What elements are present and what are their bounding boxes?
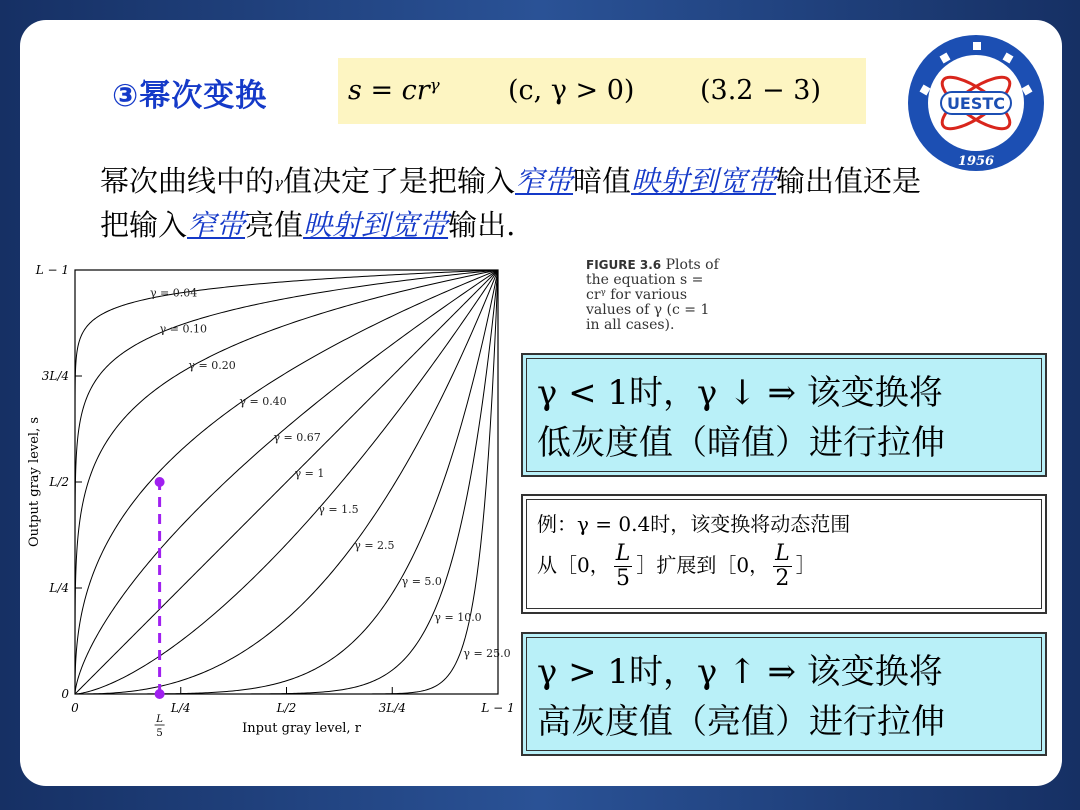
- frac1-denominator: 5: [616, 566, 631, 591]
- extra-tick-denominator: 5: [156, 728, 163, 739]
- note2-from-prefix: 从［0，: [537, 553, 610, 577]
- x-tick-label: L − 1: [481, 701, 515, 715]
- desc-highlight-narrow-2: 窄带: [187, 208, 246, 242]
- gamma-curve-label: γ = 1: [294, 466, 325, 480]
- highlight-point-bottom: [155, 689, 165, 699]
- note2-middle: ］扩展到［0，: [636, 553, 770, 577]
- desc-part2: 值决定了是把输入: [282, 164, 515, 198]
- note3-line2: 高灰度值（亮值）进行拉伸: [537, 702, 945, 742]
- note2-line1: 例：γ = 0.4时，该变换将动态范围: [537, 512, 851, 536]
- gamma-curve: [75, 270, 498, 694]
- highlight-point-top: [155, 477, 165, 487]
- frac1-numerator: L: [615, 541, 631, 566]
- desc-part1: 幂次曲线中的: [100, 164, 275, 198]
- desc-part4: 输出值还是把输入: [100, 164, 922, 242]
- chart-curve-labels: [150, 287, 511, 660]
- formula-number: (3.2 − 3): [700, 75, 821, 106]
- x-tick-label: L/4: [170, 701, 191, 715]
- y-tick-label: L/4: [49, 581, 69, 595]
- note1-line2: 低灰度值（暗值）进行拉伸: [537, 423, 945, 463]
- logo-text: UESTC: [946, 94, 1006, 113]
- x-axis-label: Input gray level, r: [242, 721, 361, 736]
- power-law-chart: [0, 250, 530, 750]
- gamma-curve-label: γ = 0.67: [273, 430, 321, 444]
- y-tick-label: L − 1: [35, 263, 69, 277]
- desc-highlight-wide-1: 映射到宽带: [631, 164, 777, 198]
- note2-suffix: ］: [795, 553, 816, 577]
- y-tick-label: 0: [61, 687, 69, 701]
- gamma-curve-label: γ = 0.20: [188, 358, 236, 372]
- slide-title: ③幂次变换: [112, 78, 268, 114]
- desc-gamma-symbol: γ: [274, 174, 283, 192]
- note1-line1: γ < 1时，γ ↓ ⇒ 该变换将: [537, 373, 943, 413]
- gamma-curve-label: γ = 5.0: [401, 575, 442, 588]
- gamma-curve-label: γ = 0.10: [159, 322, 207, 336]
- logo-year: 1956: [957, 154, 995, 169]
- x-tick-label: 3L/4: [378, 701, 406, 715]
- y-tick-label: L/2: [49, 475, 69, 489]
- desc-part5: 亮值: [245, 208, 304, 242]
- gamma-curve-label: γ = 25.0: [463, 647, 511, 661]
- figure-caption: [586, 258, 726, 355]
- formula-equation: s = crᵞ: [348, 75, 440, 106]
- desc-part3: 暗值: [573, 164, 632, 198]
- x-tick-label: L/2: [276, 701, 297, 715]
- gamma-curve-label: γ = 0.04: [149, 286, 198, 300]
- desc-highlight-narrow-1: 窄带: [515, 164, 574, 198]
- chart-axes: [35, 263, 515, 739]
- note-gamma-less-than-1: [521, 353, 1047, 477]
- y-axis-label: Output gray level, s: [27, 416, 42, 548]
- gamma-curve-label: γ = 10.0: [434, 611, 482, 625]
- note2-line2: [537, 542, 816, 591]
- x-tick-label: 0: [71, 701, 79, 715]
- desc-highlight-wide-2: 映射到宽带: [303, 208, 449, 242]
- chart-curves: [75, 270, 498, 694]
- frac2-denominator: 2: [775, 566, 790, 591]
- formula-box: [338, 58, 866, 124]
- figure-caption-label: FIGURE 3.6: [586, 258, 662, 272]
- frac2-numerator: L: [775, 541, 790, 566]
- note-gamma-greater-than-1: [521, 632, 1047, 756]
- university-logo: [901, 28, 1051, 178]
- desc-part6: 输出.: [448, 208, 516, 242]
- y-tick-label: 3L/4: [41, 369, 69, 383]
- formula-condition: (c, γ > 0): [508, 75, 635, 106]
- gamma-curve-label: γ = 1.5: [318, 502, 359, 516]
- figure-caption-text: Plots of the equation s = crᵞ for various values of γ (c = 1 in all cases).: [586, 258, 719, 333]
- fraction-l-over-5: [614, 542, 633, 591]
- extra-tick-numerator: L: [156, 714, 163, 725]
- gamma-curve-label: γ = 2.5: [354, 538, 395, 552]
- note3-line1: γ > 1时，γ ↑ ⇒ 该变换将: [537, 652, 943, 692]
- fraction-l-over-2: [773, 542, 792, 591]
- gamma-curve-label: γ = 0.40: [239, 394, 287, 408]
- note-example: [521, 494, 1047, 614]
- description: [100, 160, 940, 246]
